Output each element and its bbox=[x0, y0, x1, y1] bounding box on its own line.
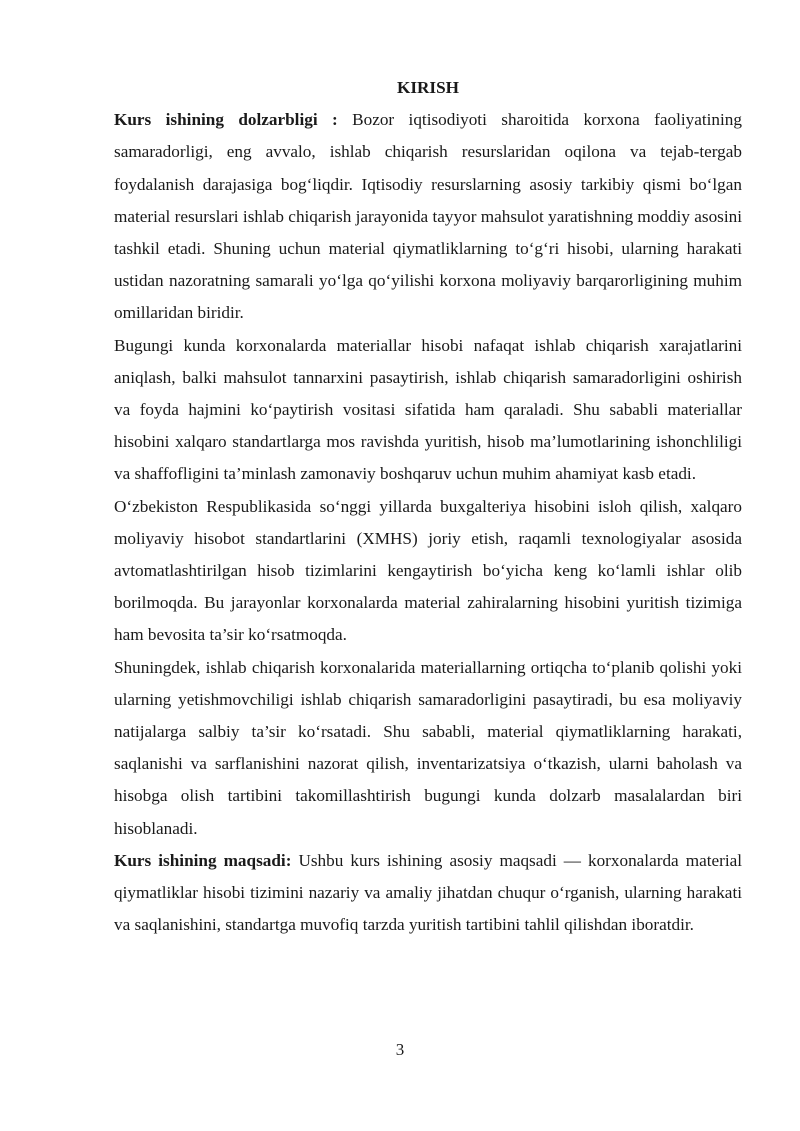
paragraph-text: Ushbu kurs ishining asosiy maqsadi — korxonalarda material qiymatliklar hisobi tizimini nazariy va amaliy jihatdan chuqur o‘rganish, ularning harakati va saqlanishini, standartga muvofiq tarzda yuritish tartibini tahlil qilishdan iboratdir. bbox=[114, 850, 743, 935]
paragraph-text: Shuningdek, ishlab chiqarish korxonalarida materiallarning ortiqcha to‘planib qolishi yoki ularning yetishmovchiligi ishlab chiqarish samaradorligini pasaytiradi, bu esa moliyaviy natijalarga salbiy ta’sir ko‘rsatadi. Shu sababli, material qiymatliklarning harakati, saqlanishi va sarflanishini nazorat qilish, inventarizatsiya o‘tkazish, ularni baholash va hisobga olish tartibini takomillashtirish bugungi kunda dolzarb masalalardan biri hisoblanadi. bbox=[114, 657, 742, 838]
paragraph-relevance bbox=[114, 104, 742, 329]
paragraph-lead: Kurs ishining maqsadi: bbox=[114, 850, 292, 870]
paragraph-text: O‘zbekiston Respublikasida so‘nggi yillarda buxgalteriya hisobini isloh qilish, xalqaro moliyaviy hisobot standartlarini (XMHS) joriy etish, raqamli texnologiyalar asosida avtomatlashtirilgan hisob tizimlarini kengaytirish bo‘yicha keng ko‘lamli ishlar olib borilmoqda. Bu jarayonlar korxonalarda material zahiralarning hisobini yuritish tizimiga ham bevosita ta’sir ko‘rsatmoqda. bbox=[114, 496, 742, 645]
paragraph-goal bbox=[114, 845, 742, 942]
paragraph-materials-accounting bbox=[114, 330, 742, 491]
paragraph-uzbekistan-reforms bbox=[114, 491, 742, 652]
paragraph-inventory-control bbox=[114, 652, 742, 845]
paragraph-text: Bugungi kunda korxonalarda materiallar hisobi nafaqat ishlab chiqarish xarajatlarini aniqlash, balki mahsulot tannarxini pasaytirish, ishlab chiqarish samaradorligini oshirish va foyda hajmini ko‘paytirish vositasi sifatida ham qaraladi. Shu sababli materiallar hisobini xalqaro standartlarga mos ravishda yuritish, hisob ma’lumotlarining ishonchliligi va shaffofligini ta’minlash zamonaviy boshqaruv uchun muhim ahamiyat kasb etadi. bbox=[114, 335, 742, 484]
page-number: 3 bbox=[395, 1040, 405, 1059]
paragraph-text: Bozor iqtisodiyoti sharoitida korxona faoliyatining samaradorligi, eng avvalo, ishlab chiqarish resurslaridan oqilona va tejab-tergab foydalanish darajasiga bog‘liqdir. Iqtisodiy resurslarning asosiy tarkibiy qismi bo‘lgan material resurslari ishlab chiqarish jarayonida tayyor mahsulot yaratishning moddiy asosini tashkil etadi. Shuning uchun material qiymatliklarning to‘g‘ri hisobi, ularning harakati ustidan nazoratning samarali yo‘lga qo‘yilishi korxona moliyaviy barqarorligining muhim omillaridan biridir. bbox=[114, 110, 742, 323]
paragraph-lead: Kurs ishining dolzarbligi : bbox=[114, 110, 338, 130]
page-content bbox=[114, 72, 742, 941]
section-title: KIRISH bbox=[396, 78, 460, 97]
